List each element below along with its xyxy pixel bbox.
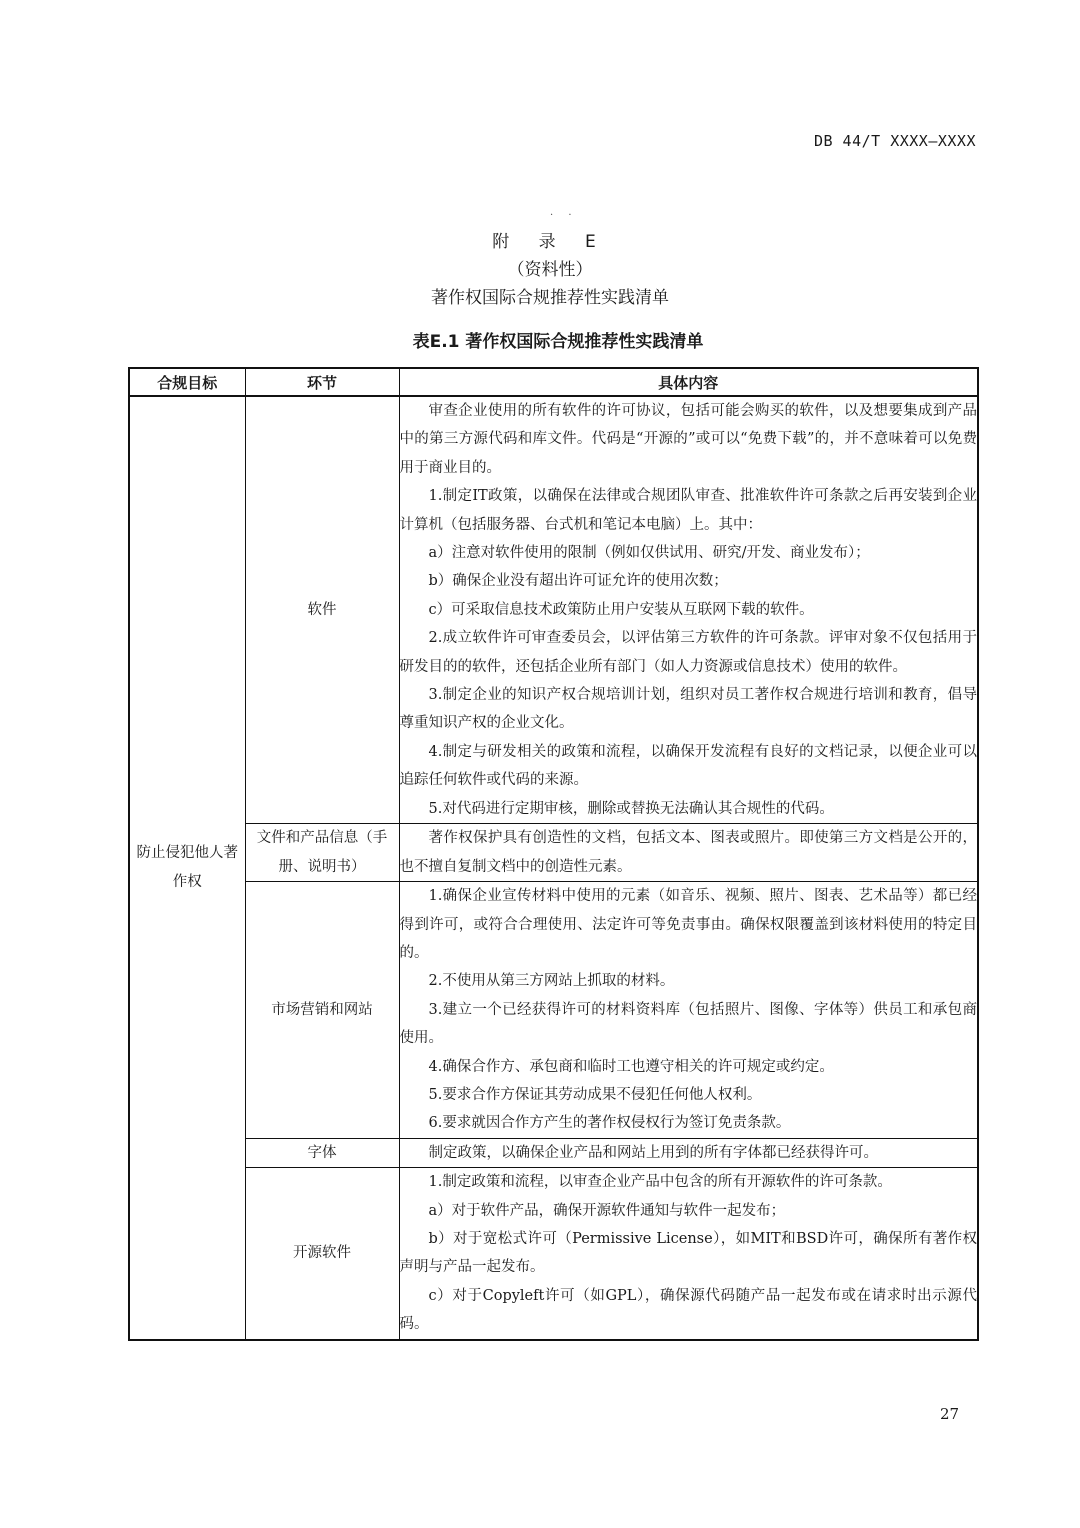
content-paragraph: a）对于软件产品，确保开源软件通知与软件一起发布；	[428, 1202, 786, 1219]
content-paragraph: c）可采取信息技术政策防止用户安装从互联网下载的软件。	[428, 601, 814, 618]
table-row-open-source	[129, 1168, 978, 1340]
content-paragraph: 5.要求合作方保证其劳动成果不侵犯任何他人权利。	[428, 1086, 762, 1103]
content-paragraph: c）对于Copyleft许可（如GPL），确保源代码随产品一起发布或在请求时出示源代码。	[399, 1287, 977, 1333]
content-paragraph: 审查企业使用的所有软件的许可协议，包括可能会购买的软件，以及想要集成到产品中的第三方源代码和库文件。代码是“开源的”或可以“免费下载”的，并不意味着可以免费用于商业目的。	[399, 403, 977, 476]
content-paragraph: a）注意对软件使用的限制（例如仅供试用、研究/开发、商业发布）；	[428, 545, 870, 562]
stage-cell-marketing: 市场营销和网站	[245, 882, 399, 1139]
decorative-dots: · ·	[550, 210, 578, 221]
content-paragraph: 3.制定企业的知识产权合规培训计划，组织对员工著作权合规进行培训和教育，倡导尊重知识产权的企业文化。	[399, 687, 977, 732]
table-header-row	[129, 368, 978, 396]
table-row-fonts	[129, 1138, 978, 1168]
goal-cell: 防止侵犯他人著作权	[129, 396, 245, 1340]
content-paragraph: 6.要求就因合作方产生的著作权侵权行为签订免责条款。	[428, 1115, 791, 1132]
content-paragraph: b）确保企业没有超出许可证允许的使用次数；	[428, 573, 728, 590]
content-cell-software	[399, 396, 978, 824]
content-paragraph: 5.对代码进行定期审核，删除或替换无法确认其合规性的代码。	[428, 800, 834, 817]
compliance-table	[128, 367, 979, 1341]
content-paragraph: 1.确保企业宣传材料中使用的元素（如音乐、视频、照片、图表、艺术品等）都已经得到许可，或符合合理使用、法定许可等免责事由。确保权限覆盖到该材料使用的特定目的。	[399, 888, 977, 961]
header-content: 具体内容	[399, 368, 978, 396]
content-paragraph: 2.不使用从第三方网站上抓取的材料。	[428, 973, 675, 990]
table-row-marketing	[129, 882, 978, 1139]
table-row-documents	[129, 824, 978, 882]
appendix-name: 著作权国际合规推荐性实践清单	[431, 288, 669, 308]
content-paragraph: 1.制定政策和流程，以审查企业产品中包含的所有开源软件的许可条款。	[428, 1174, 892, 1191]
appendix-label: 附 录 E	[492, 232, 608, 252]
table-row-software	[129, 396, 978, 824]
header-stage: 环节	[245, 368, 399, 396]
page-number: 27	[940, 1405, 960, 1423]
content-paragraph: 1.制定IT政策，以确保在法律或合规团队审查、批准软件许可条款之后再安装到企业计算机（包括服务器、台式机和笔记本电脑）上。其中：	[399, 488, 977, 533]
table-caption: 表E.1 著作权国际合规推荐性实践清单	[412, 332, 704, 352]
content-paragraph: b）对于宽松式许可（Permissive License），如MIT和BSD许可，确保所有著作权声明与产品一起发布。	[399, 1231, 977, 1276]
stage-cell-open-source: 开源软件	[245, 1168, 399, 1340]
stage-cell-documents: 文件和产品信息（手册、说明书）	[245, 824, 399, 882]
content-cell-fonts	[399, 1138, 978, 1168]
appendix-title-block	[0, 230, 1080, 314]
content-paragraph: 2.成立软件许可审查委员会，以评估第三方软件的许可条款。评审对象不仅包括用于研发目的的软件，还包括企业所有部门（如人力资源或信息技术）使用的软件。	[399, 630, 977, 675]
content-paragraph: 著作权保护具有创造性的文档，包括文本、图表或照片。即使第三方文档是公开的，也不擅自复制文档中的创造性元素。	[399, 830, 977, 875]
appendix-nature: （资料性）	[507, 260, 593, 280]
document-code: DB 44/T XXXX—XXXX	[813, 132, 976, 150]
stage-cell-fonts: 字体	[245, 1138, 399, 1168]
header-goal: 合规目标	[129, 368, 245, 396]
content-paragraph: 制定政策，以确保企业产品和网站上用到的所有字体都已经获得许可。	[428, 1144, 878, 1161]
content-paragraph: 3.建立一个已经获得许可的材料资料库（包括照片、图像、字体等）供员工和承包商使用。	[399, 1001, 977, 1047]
content-cell-marketing	[399, 882, 978, 1139]
content-paragraph: 4.制定与研发相关的政策和流程，以确保开发流程有良好的文档记录，以便企业可以追踪任何软件或代码的来源。	[399, 743, 977, 789]
stage-cell-software: 软件	[245, 396, 399, 824]
content-paragraph: 4.确保合作方、承包商和临时工也遵守相关的许可规定或约定。	[428, 1058, 834, 1075]
content-cell-documents	[399, 824, 978, 882]
content-cell-open-source	[399, 1168, 978, 1340]
